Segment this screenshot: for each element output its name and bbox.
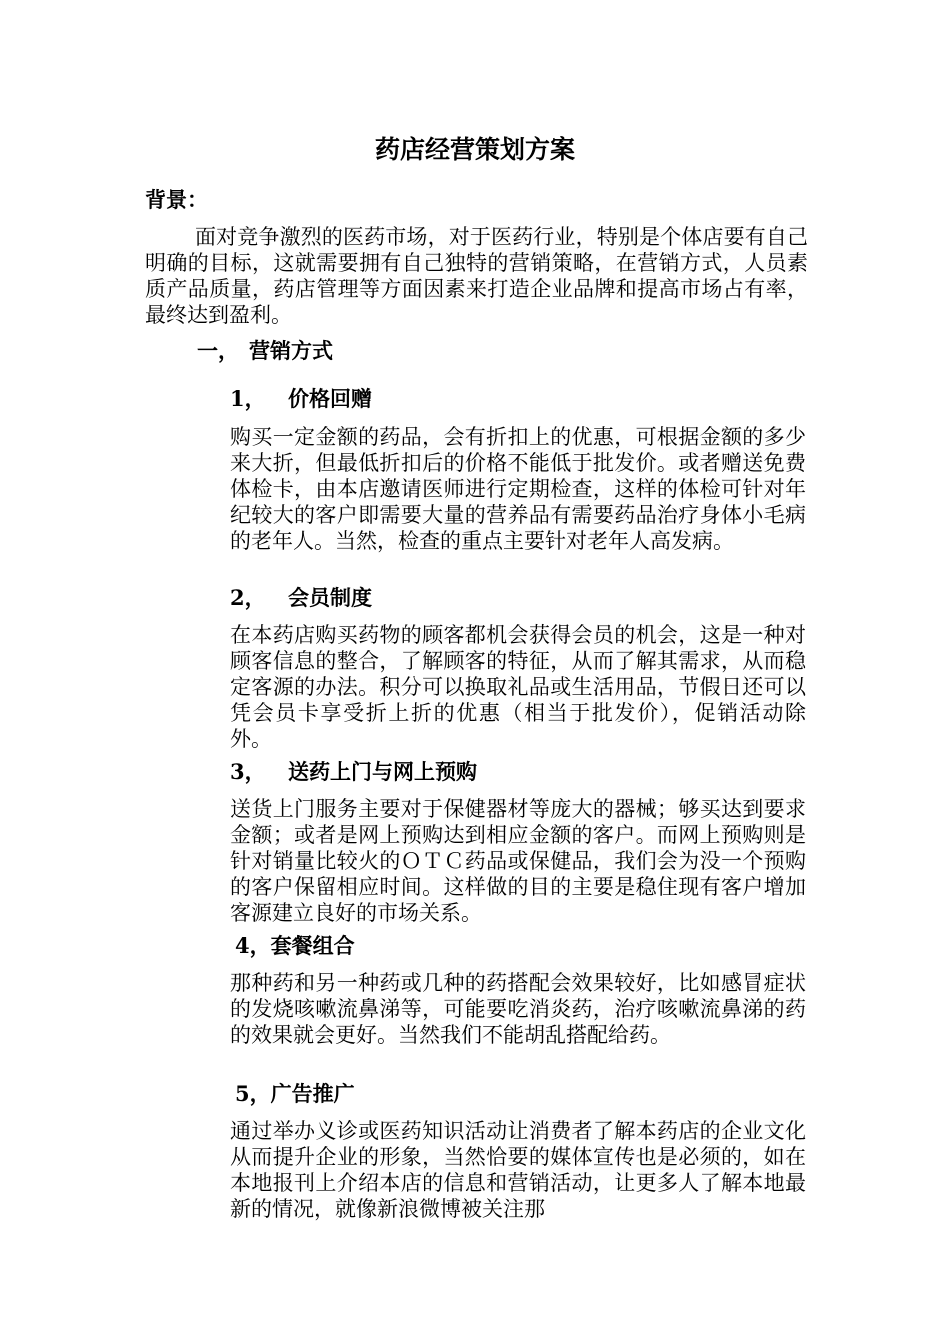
item-paragraph-price-rebate: 购买一定金额的药品，会有折扣上的优惠，可根据金额的多少来大折，但最低折扣后的价格不能低于批发价。或者赠送免费体检卡，由本店邀请医师进行定期检查，这样的体检可针对年纪较大的客户即需要大量的营养品有需要药品治疗身体小毛病的老年人。当然，检查的重点主要针对老年人高发病。 [230, 425, 806, 553]
item-title: 广告推广 [270, 1081, 355, 1106]
item-number: 1， [230, 386, 266, 411]
item-title: 套餐组合 [270, 933, 355, 958]
item-heading-membership [230, 583, 372, 613]
item-paragraph-delivery: 送货上门服务主要对于保健器材等庞大的器械；够买达到要求金额；或者是网上预购达到相应金额的客户。而网上预购则是针对销量比较火的ＯＴＣ药品或保健品，我们会为没一个预购的客户保留相应时间。这样做的目的主要是稳住现有客户增加客源建立良好的市场关系。 [230, 797, 806, 925]
item-paragraph-combo: 那种药和另一种药或几种的药搭配会效果较好，比如感冒症状的发烧咳嗽流鼻涕等，可能要吃消炎药，治疗咳嗽流鼻涕的药的效果就会更好。当然我们不能胡乱搭配给药。 [230, 971, 806, 1047]
item-heading-combo [230, 931, 355, 961]
item-number: 2， [230, 585, 266, 610]
section-number: 一， [197, 338, 239, 363]
item-heading-delivery [230, 757, 477, 787]
item-number: 3， [230, 759, 266, 784]
item-number: 5， [235, 1081, 271, 1106]
item-heading-advertising [230, 1079, 355, 1109]
item-paragraph-membership: 在本药店购买药物的顾客都机会获得会员的机会，这是一种对顾客信息的整合，了解顾客的特征，从而了解其需求，从而稳定客源的办法。积分可以换取礼品或生活用品，节假日还可以凭会员卡享受折上折的优惠（相当于批发价），促销活动除外。 [230, 623, 806, 751]
item-paragraph-advertising: 通过举办义诊或医药知识活动让消费者了解本药店的企业文化从而提升企业的形象，当然恰要的媒体宣传也是必须的，如在本地报刊上介绍本店的信息和营销活动，让更多人了解本地最新的情况，就像新浪微博被关注那 [230, 1119, 806, 1221]
background-heading: 背景： [145, 187, 208, 212]
item-title: 会员制度 [288, 585, 372, 610]
document-title: 药店经营策划方案 [374, 135, 575, 164]
section-heading-marketing [197, 336, 333, 366]
item-title: 价格回赠 [288, 386, 372, 411]
section-title: 营销方式 [249, 338, 333, 363]
item-heading-price-rebate [230, 384, 372, 414]
item-number: 4， [235, 933, 271, 958]
background-paragraph: 面对竞争激烈的医药市场，对于医药行业，特别是个体店要有自己明确的目标，这就需要拥有自己独特的营销策略，在营销方式，人员素质产品质量，药店管理等方面因素来打造企业品牌和提高市场占有率，最终达到盈利。 [145, 225, 808, 327]
item-title: 送药上门与网上预购 [288, 759, 477, 784]
